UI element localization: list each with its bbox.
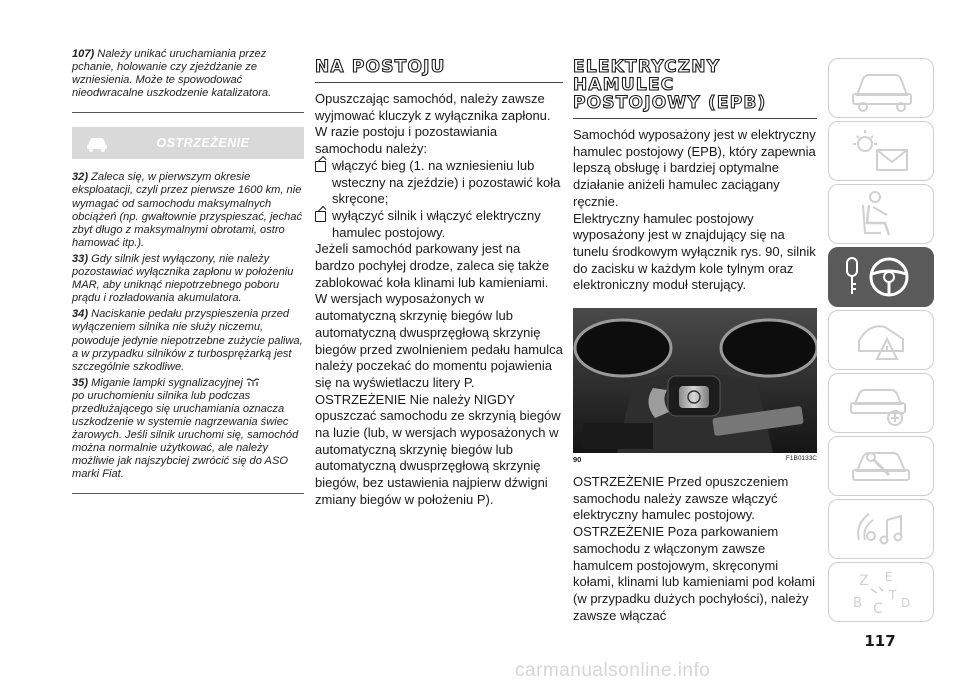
paragraph: Elektryczny hamulec postojowy wyposażony jest w znajdujący się na tunelu środkowym wyłącznik rys. 90, silnik do zacisku w każdym kole tylnym oraz elektroniczny moduł sterujący. bbox=[573, 210, 816, 293]
title-line: POSTOJOWY (EPB) bbox=[573, 93, 767, 113]
paragraph: OSTRZEŻENIE Poza parkowaniem samochodu z włączonym zawsze hamulcem postojowym, skręconymi kołami, klinami lub kamieniami pod kołami (w przypadku dużych pochyłości), należy zawsze włączać bbox=[573, 524, 816, 623]
warning-text: Zaleca się, w pierwszym okresie eksploatacji, czyli przez pierwsze 1600 km, nie wymagać od samochodu maksymalnych obciążeń (np. gwałtownie przyspieszać, jechać zbyt długo z maksymalnymi obrotami, ostro hamować itp.). bbox=[72, 171, 303, 249]
figure-caption bbox=[573, 455, 817, 464]
checkbox-icon bbox=[315, 211, 326, 222]
bullet-item bbox=[315, 158, 563, 208]
figure-code: F1B0133C bbox=[785, 455, 817, 463]
section-title bbox=[573, 58, 817, 112]
note-number: 107) bbox=[72, 48, 95, 60]
wrench-car-icon bbox=[829, 437, 933, 495]
svg-text:Z: Z bbox=[859, 573, 869, 589]
paragraph: Jeżeli samochód parkowany jest na bardzo pochyłej drodze, zaleca się także zablokować koła klinami lub kamieniami. bbox=[315, 241, 550, 290]
right-column bbox=[573, 58, 817, 624]
middle-column bbox=[315, 58, 563, 509]
warning-number: 34) bbox=[72, 308, 89, 321]
tab-multimedia[interactable] bbox=[828, 499, 934, 559]
airbag-seat-icon bbox=[829, 185, 933, 243]
svg-text:T: T bbox=[889, 588, 897, 602]
tab-maintenance[interactable] bbox=[828, 436, 934, 496]
alphabetical-index-icon bbox=[829, 563, 933, 621]
car-dashboard-icon bbox=[829, 59, 933, 117]
warning-list bbox=[72, 159, 304, 493]
svg-text:E: E bbox=[885, 570, 893, 584]
paragraph: Samochód wyposażony jest w elektryczny hamulec postojowy (EPB), który zapewnia lepszą obsługę i bardziej optymalne działanie aniżeli hamulec zaciągany ręcznie. bbox=[573, 127, 816, 209]
svg-text:C: C bbox=[873, 601, 883, 617]
paragraph: OSTRZEŻENIE Nie należy NIGDY opuszczać samochodu ze skrzynią biegów na luzie (lub, w wersjach wyposażonych w automatyczną skrzynię biegów lub automatyczną dwusprzęgłową skrzynię biegów, bez ustawienia najpierw dźwigni zmiany biegów w położeniu P). bbox=[315, 391, 561, 507]
tab-lights[interactable] bbox=[828, 121, 934, 181]
title-line: ELEKTRYCZNY bbox=[573, 57, 721, 77]
warning-title: OSTRZEŻENIE bbox=[156, 136, 250, 151]
title-line: HAMULEC bbox=[573, 75, 675, 95]
warning-number: 32) bbox=[72, 171, 89, 184]
paragraph: Opuszczając samochód, należy zawsze wyjmować kluczyk z wyłącznika zapłonu. bbox=[315, 91, 551, 123]
tab-warnings[interactable] bbox=[828, 310, 934, 370]
lights-mail-icon bbox=[829, 122, 933, 180]
bullet-text: wyłączyć silnik i włączyć elektryczny hamulec postojowy. bbox=[332, 207, 541, 240]
title-divider bbox=[315, 82, 563, 83]
tab-safety[interactable] bbox=[828, 184, 934, 244]
key-steering-wheel-icon bbox=[829, 248, 933, 306]
warning-item bbox=[72, 377, 304, 482]
warning-number: 35) bbox=[72, 376, 89, 389]
glow-plug-icon bbox=[246, 378, 260, 387]
warning-text: Gdy silnik jest wyłączony, nie należy pozostawiać wyłącznika zapłonu w położeniu MAR, aby uniknąć niepotrzebnego poboru prądu i rozładowania akumulatora. bbox=[72, 252, 294, 305]
tab-index[interactable] bbox=[828, 562, 934, 622]
bullet-text: włączyć bieg (1. na wzniesieniu lub wsteczny na zjeździe) i pozostawić koła skręcone; bbox=[332, 157, 561, 207]
title-divider bbox=[573, 118, 817, 119]
warning-text: Miganie lampki sygnalizacyjnej bbox=[88, 376, 243, 389]
warning-item bbox=[72, 171, 304, 250]
warning-number: 33) bbox=[72, 252, 89, 265]
note-107 bbox=[72, 48, 304, 113]
car-service-icon bbox=[829, 374, 933, 432]
note-text: Należy unikać uruchamiania przez pchanie, holowanie czy zjeżdżanie ze wzniesienia. Może te spowodować nieodwracalne uszkodzenie katalizatora. bbox=[72, 48, 272, 100]
paragraph: W wersjach wyposażonych w automatyczną skrzynię biegów lub automatyczną dwusprzęgłową skrzynię biegów przed zwolnieniem pedału hamulca należy poczekać do momentu pojawienia się na wyświetlaczu litery P. bbox=[315, 291, 563, 390]
svg-text:B: B bbox=[853, 596, 862, 611]
warning-item bbox=[72, 253, 304, 305]
left-column bbox=[72, 48, 304, 494]
warning-header bbox=[72, 127, 304, 159]
multimedia-icon bbox=[829, 500, 933, 558]
epb-switch-photo bbox=[573, 308, 817, 453]
warning-text-continued: po uruchomieniu silnika lub podczas przedłużającego się uruchamiania oznacza uszkodzenie w systemie nagrzewania świec żarowych. Jeśli silnik uruchomi się, samochód można normalnie użytkować, ale należy możliwie jak najszybciej zwrócić się do ASO marki Fiat. bbox=[72, 389, 299, 481]
paragraph: OSTRZEŻENIE Przed opuszczeniem samochodu należy zawsze włączyć elektryczny hamulec postojowy. bbox=[573, 474, 789, 523]
paragraph: W razie postoju i pozostawiania samochodu należy: bbox=[315, 124, 498, 157]
figure-number: 90 bbox=[573, 455, 582, 465]
warning-triangle-icon bbox=[829, 311, 933, 369]
page-number: 117 bbox=[864, 632, 896, 650]
watermark: carmanualsonline.info bbox=[515, 660, 711, 681]
warning-text: Naciskanie pedału przyspieszenia przed wyłączeniem silnika nie służy niczemu, powoduje jedynie niepotrzebne zużycie paliwa, a w przypadku silników z turbosprężarką jest szczególnie szkodliwe. bbox=[72, 308, 303, 373]
section-title: NA POSTOJU bbox=[315, 57, 446, 77]
tab-dashboard[interactable] bbox=[828, 58, 934, 118]
chapter-tabs bbox=[828, 58, 932, 625]
bullet-item bbox=[315, 208, 563, 241]
checkbox-icon bbox=[315, 161, 326, 172]
tab-starting-driving[interactable] bbox=[828, 247, 934, 307]
svg-text:D: D bbox=[901, 596, 911, 610]
tab-emergency[interactable] bbox=[828, 373, 934, 433]
warning-item bbox=[72, 308, 304, 373]
